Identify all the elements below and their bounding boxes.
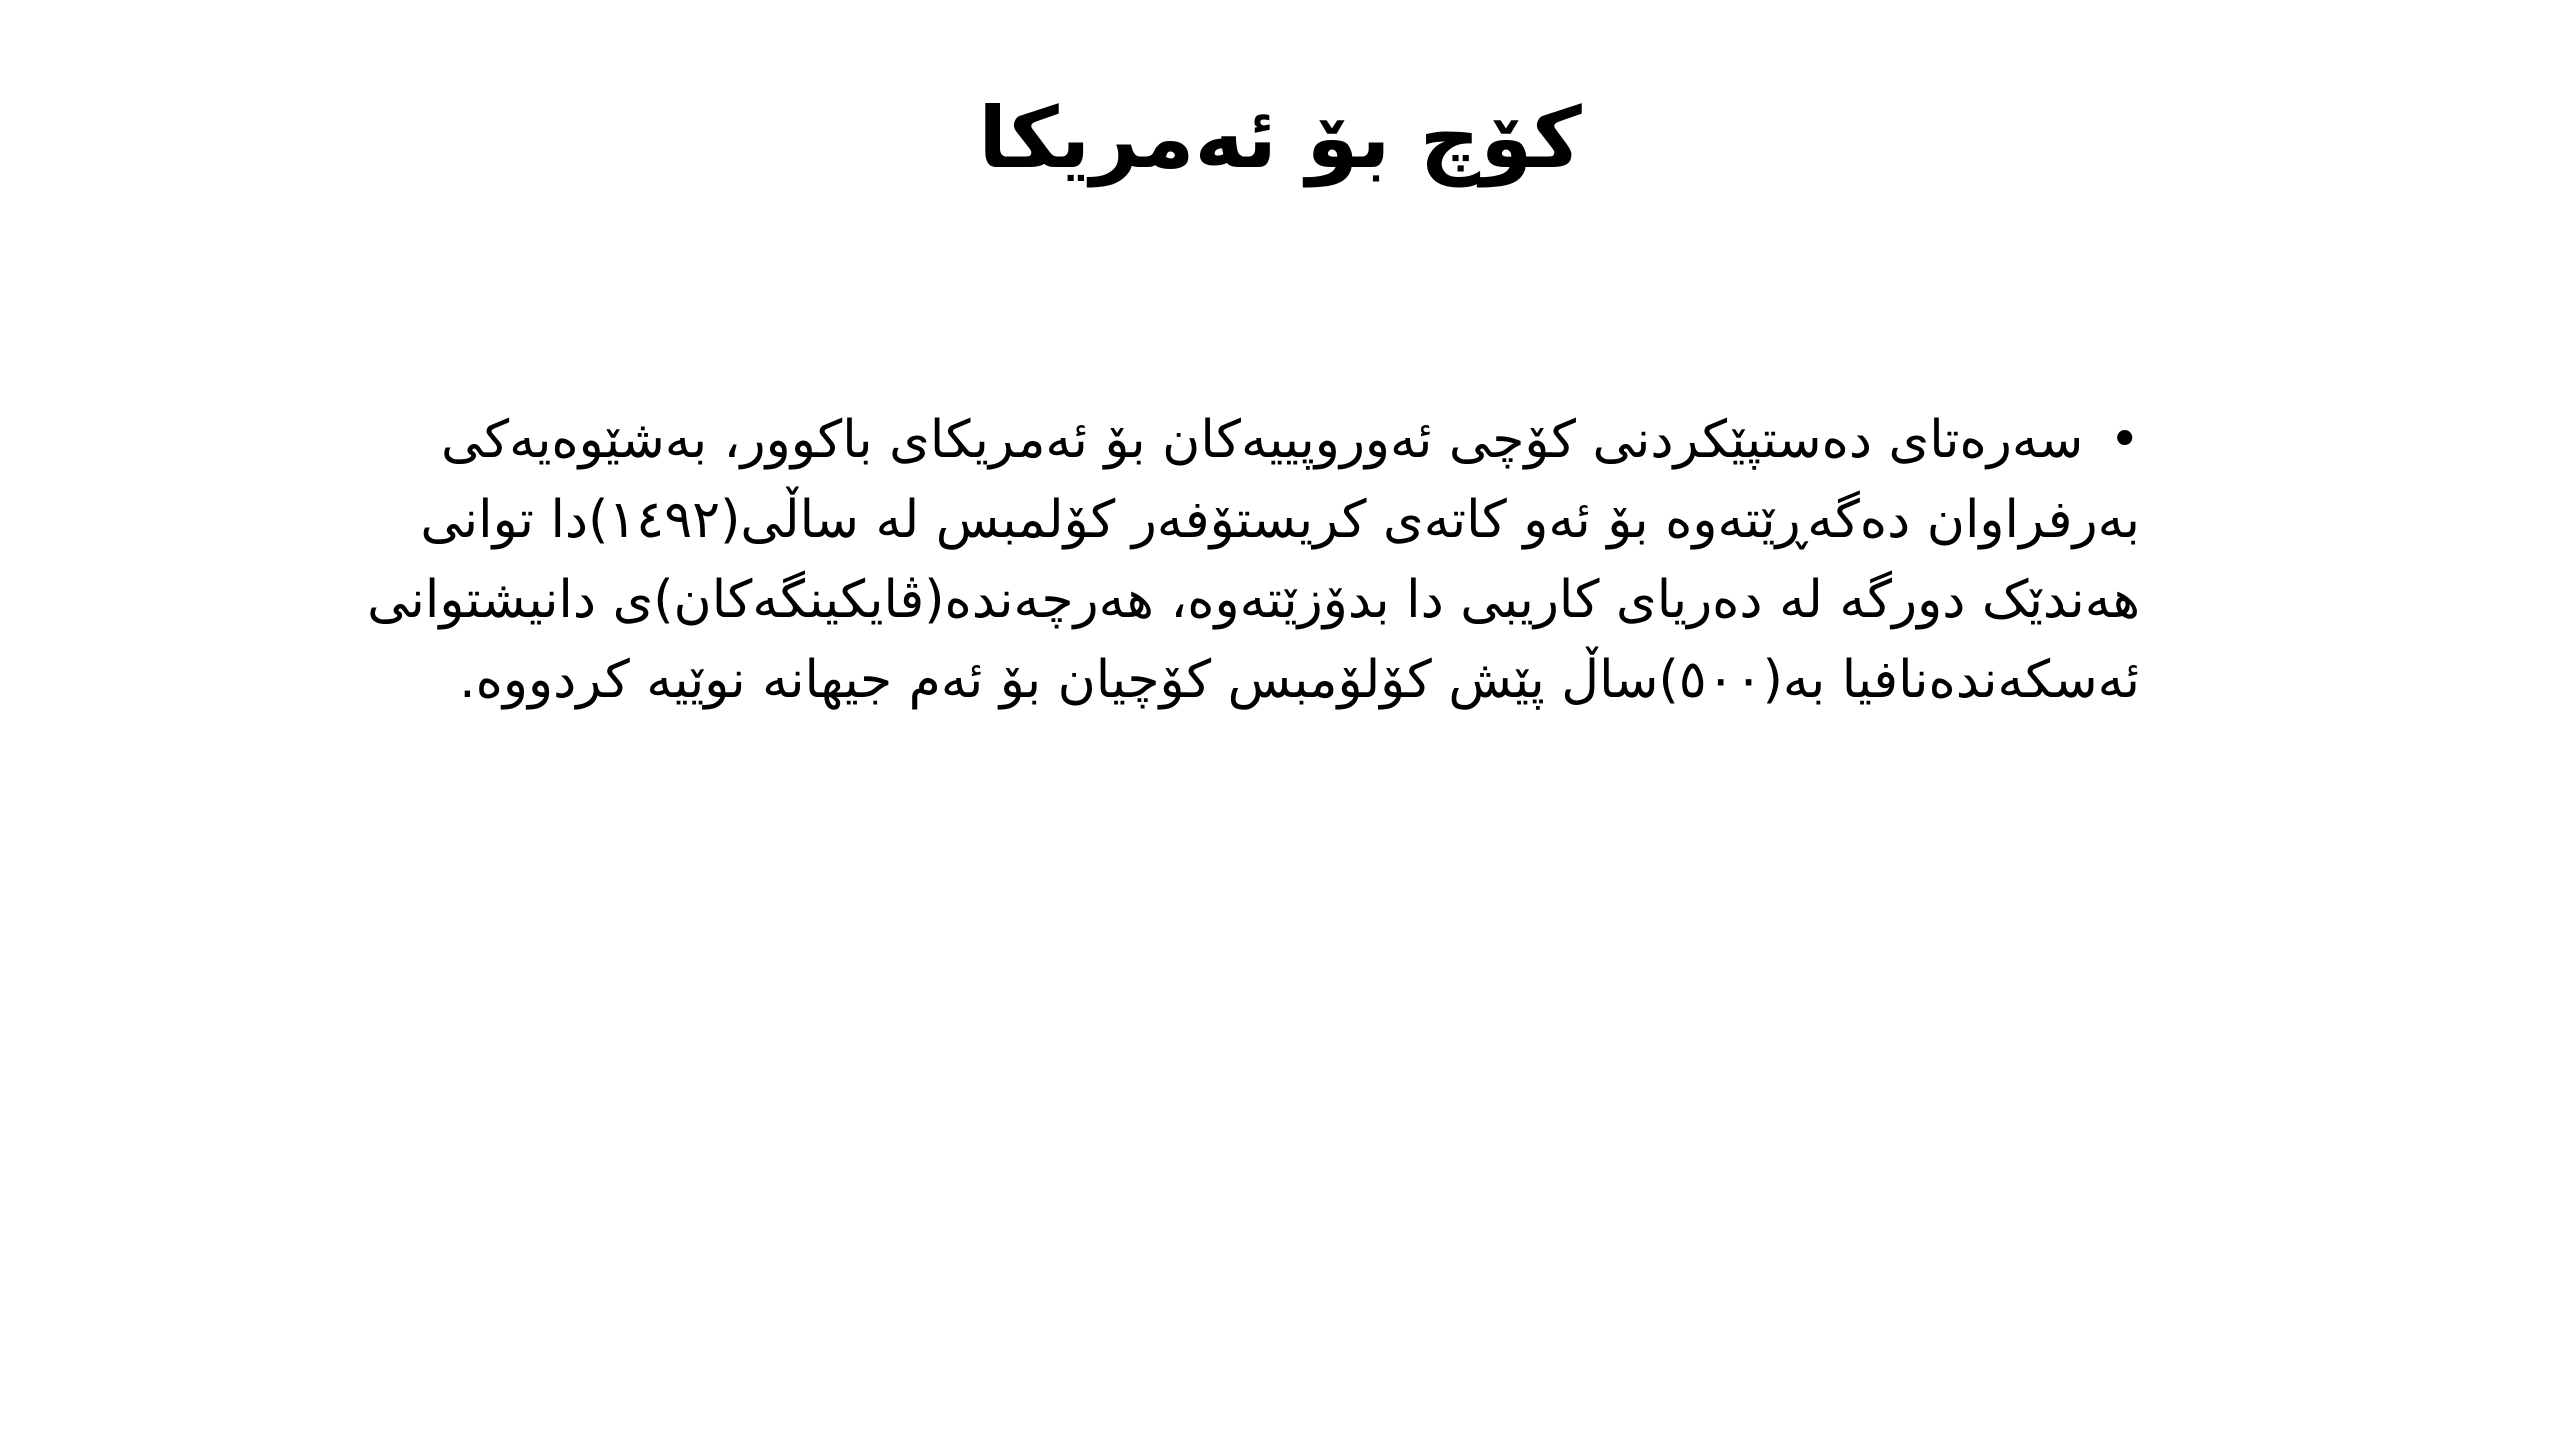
bullet-icon: • (2109, 410, 2140, 470)
bullet-line-3: هەندێک دورگە لە دەریای کاریبی دا بدۆزێتەوە، هەرچەندە(ڤایکینگەکان)ی دانیشتوانی (367, 570, 2140, 630)
slide-body (80, 400, 2140, 720)
bullet-line-4: ئەسکەندەنافیا بە(٥٠٠)ساڵ پێش کۆلۆمبس کۆچیان بۆ ئەم جیهانە نوێیە کردووە. (459, 650, 2140, 710)
bullet-line-1-text: سەرەتای دەستپێکردنی کۆچی ئەوروپییەکان بۆ ئەمریکای باکوور، بەشێوەیەکی (440, 410, 2084, 470)
bullet-line-1 (80, 400, 2140, 480)
bullet-line-2: بەرفراوان دەگەڕێتەوە بۆ ئەو کاتەی کریستۆفەر کۆلمبس لە ساڵی(١٤٩٢)دا توانی (420, 490, 2140, 550)
bullet-item (80, 400, 2140, 720)
slide-title: کۆچ بۆ ئەمریکا (978, 89, 1582, 187)
